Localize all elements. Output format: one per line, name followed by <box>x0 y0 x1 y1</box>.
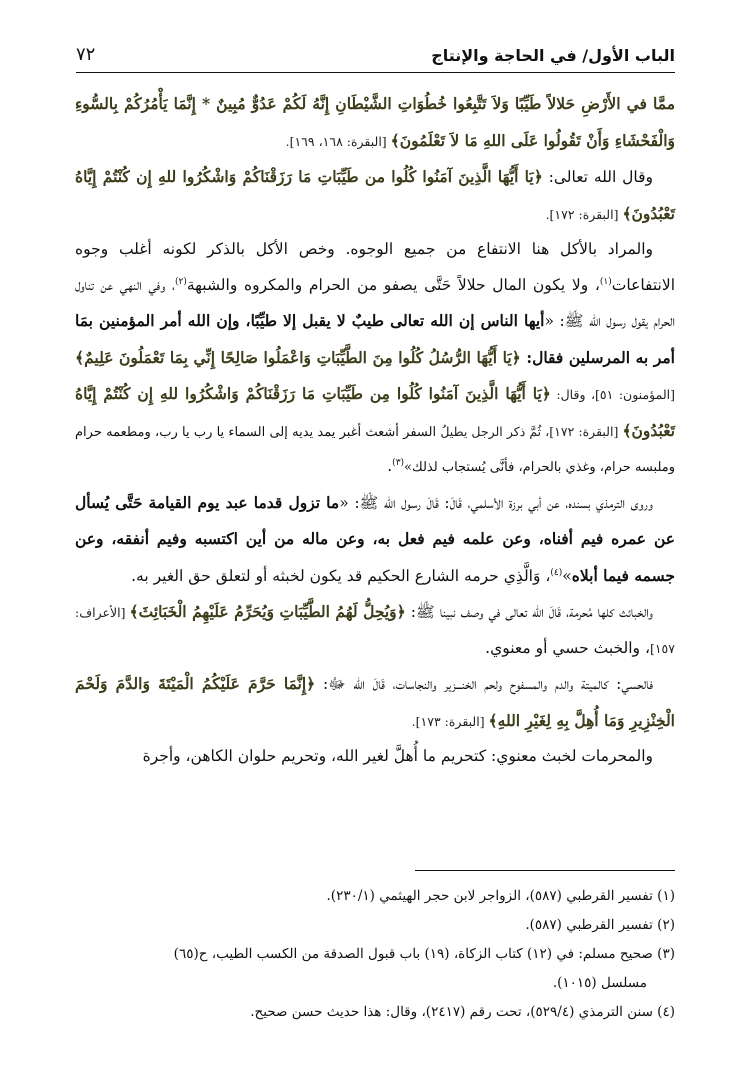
footnote: (٤) سنن الترمذي (٥٢٩/٤)، تحت رقم (٢٤١٧)، وقال: هذا حديث حسن صحيح. <box>250 1004 675 1020</box>
paragraph <box>75 594 675 666</box>
text-run: . <box>387 457 393 475</box>
verse-reference: [البقرة: ١٧٢]، ثُمَّ ذكر الرجل يطيلُ <box>440 423 623 439</box>
paragraph <box>75 739 675 775</box>
page-header <box>76 44 675 73</box>
footnote-marker[interactable]: (٤) <box>550 567 563 578</box>
text-run: والمحرمات لخبث معنوي: كتحريم ما أُهلَّ لغير الله، وتحريم حلوان الكاهن، وأجرة <box>142 747 653 765</box>
paragraph <box>75 232 675 485</box>
hadith-continuation: السفر أشعث أغبر يمد يديه إلى السماء يا رب يا رب، ومطعمه حرام وملبسه حرام، وغذي بالحرام، فأنَّى يُستجاب لذلك» <box>75 424 675 475</box>
footnote: (٣) صحيح مسلم: في (١٢) كتاب الزكاة، (١٩) باب قبول الصدقة من الكسب الطيب، ح(٦٥) <box>173 946 675 962</box>
text-run: ، وفي النهي عن تناول الحرام يقول رسول الله ﷺ: « <box>75 275 675 330</box>
quran-verse: ﴿وَيُحِلُّ لَهُمُ الطَّيِّبَاتِ وَيُحَرِّمُ عَلَيْهِمُ الْخَبَائِثَ﴾ <box>129 602 406 621</box>
text-run: » <box>562 566 572 585</box>
quran-verse: ﴿يَا أَيُّهَا الَّذِينَ آمَنُوا كُلُوا من طَيِّبَاتِ مَا رَزَقْنَاكُمْ وَاشْكُرُوا للهِ إِن كُنْتُمْ إِيَّاهُ تَعْبُدُونَ﴾ <box>75 167 675 223</box>
verse-reference: [البقرة: ١٧٣]. <box>411 713 489 729</box>
text-run: والمراد بالأكل هنا الانتفاع من جميع الوجوه. وخص الأكل بالذكر لكونه أغلب وجوه الانتفاعات <box>75 240 676 294</box>
hadith-text: أيها الناس إن الله تعالى طيبٌ لا يقبل إلا طيِّبًا، وإن الله أمر المؤمنين بمَا أمر به المرسلين فقال: <box>75 311 675 367</box>
hadith-text: ما تزول قدما عبد يوم القيامة حَتَّى يُسأل عن عمره فيم أفناه، وعن علمه فيم فعل به، وعن ماله من أين اكتسبه وفيم أنفقه، وعن جسمه فيما أبلاه <box>75 492 675 585</box>
paragraph <box>75 86 675 159</box>
paragraph <box>75 666 675 739</box>
footnote-marker[interactable]: (٣) <box>392 457 405 468</box>
footnote-marker[interactable]: (١) <box>599 276 612 287</box>
text-run: ، ولا يكون المال حلالاً حَتَّى يصفو من الحرام والمكروه والشبهة <box>186 275 600 294</box>
quran-verse: ﴿إِنَّمَا حَرَّمَ عَلَيْكُمُ الْمَيْتَةَ وَالدَّمَ وَلَحْمَ الْخِنْزِيرِ وَمَا أُهِلَّ بِهِ لِغَيْرِ اللهِ﴾ <box>75 674 675 730</box>
verse-reference: [البقرة: ١٧٢]. <box>545 206 623 222</box>
text-run: ، والخبث حسي أو معنوي. <box>485 638 650 657</box>
footnote-continuation: مسلسل (١٠١٥). <box>552 975 647 991</box>
text-run: وقال الله تعالى: <box>542 168 653 186</box>
paragraph <box>75 485 675 595</box>
verse-reference: [البقرة: ١٦٨، ١٦٩]. <box>285 133 391 149</box>
text-run: وروى الترمذي بسنده، عن أبي برزة الأسلمي، قَالَ: قَالَ رسول الله ﷺ: « <box>339 493 653 512</box>
body-text <box>75 86 675 775</box>
text-run: فالحسي: كالميتة والدم والمسفوح ولحم الخنـــزير والنجاسات، قَالَ الله ﷻ: <box>315 675 653 693</box>
page-number: ٧٢ <box>76 44 96 65</box>
footnote-marker[interactable]: (٢) <box>174 276 187 287</box>
verse-reference: [الأعراف: ١٥٧] <box>75 605 675 656</box>
quran-verse: ﴿يَا أَيُّهَا الرُّسُلُ كُلُوا مِنَ الطَّيِّبَاتِ وَاعْمَلُوا صَالِحًا إِنِّي بِمَا تَعْمَلُونَ عَلِيمٌ﴾ <box>75 347 521 367</box>
verse-reference: [المؤمنون: ٥١]، وقال: <box>550 387 675 402</box>
quran-verse: ﴿يَا أَيُّهَا الَّذِينَ آمَنُوا كُلُوا مِن طَيِّبَاتِ مَا رَزَقْنَاكُمْ وَاشْكُرُوا للهِ إِن كُنْتُمْ إِيَّاهُ تَعْبُدُونَ﴾ <box>75 384 675 440</box>
text-run: والخبائث كلها مُحرمة، قَالَ الله تعالى في وصف نبينا ﷺ: <box>405 603 653 621</box>
footnote: (٢) تفسير القرطبي (٥٨٧). <box>525 917 675 933</box>
footnote-divider <box>415 870 675 871</box>
footnote: (١) تفسير القرطبي (٥٨٧)، الزواجر لابن حجر الهيثمي (٢٣٠/١). <box>326 888 675 904</box>
running-title: الباب الأول/ في الحاجة والإنتاج <box>431 46 675 65</box>
quran-verse: ممَّا في الأَرْضِ حَلالاً طَيِّبًا وَلاَ تَتَّبِعُوا خُطُوَاتِ الشَّيْطَانِ إِنَّهُ لَكُمْ عَدُوٌّ مُبِينٌ * إِنَّمَا يَأْمُرُكُمْ بِالسُّوءِ وَالْفَحْشَاءِ وَأَنْ تَقُولُوا عَلَى اللهِ مَا لاَ تَعْلَمُونَ﴾ <box>75 94 675 150</box>
text-run: ، وَالَّذِي حرمه الشارع الحكيم قد يكون لخبثه أو لتعلق حق الغير به. <box>131 566 551 585</box>
paragraph <box>75 159 675 232</box>
footnotes <box>75 882 675 1027</box>
